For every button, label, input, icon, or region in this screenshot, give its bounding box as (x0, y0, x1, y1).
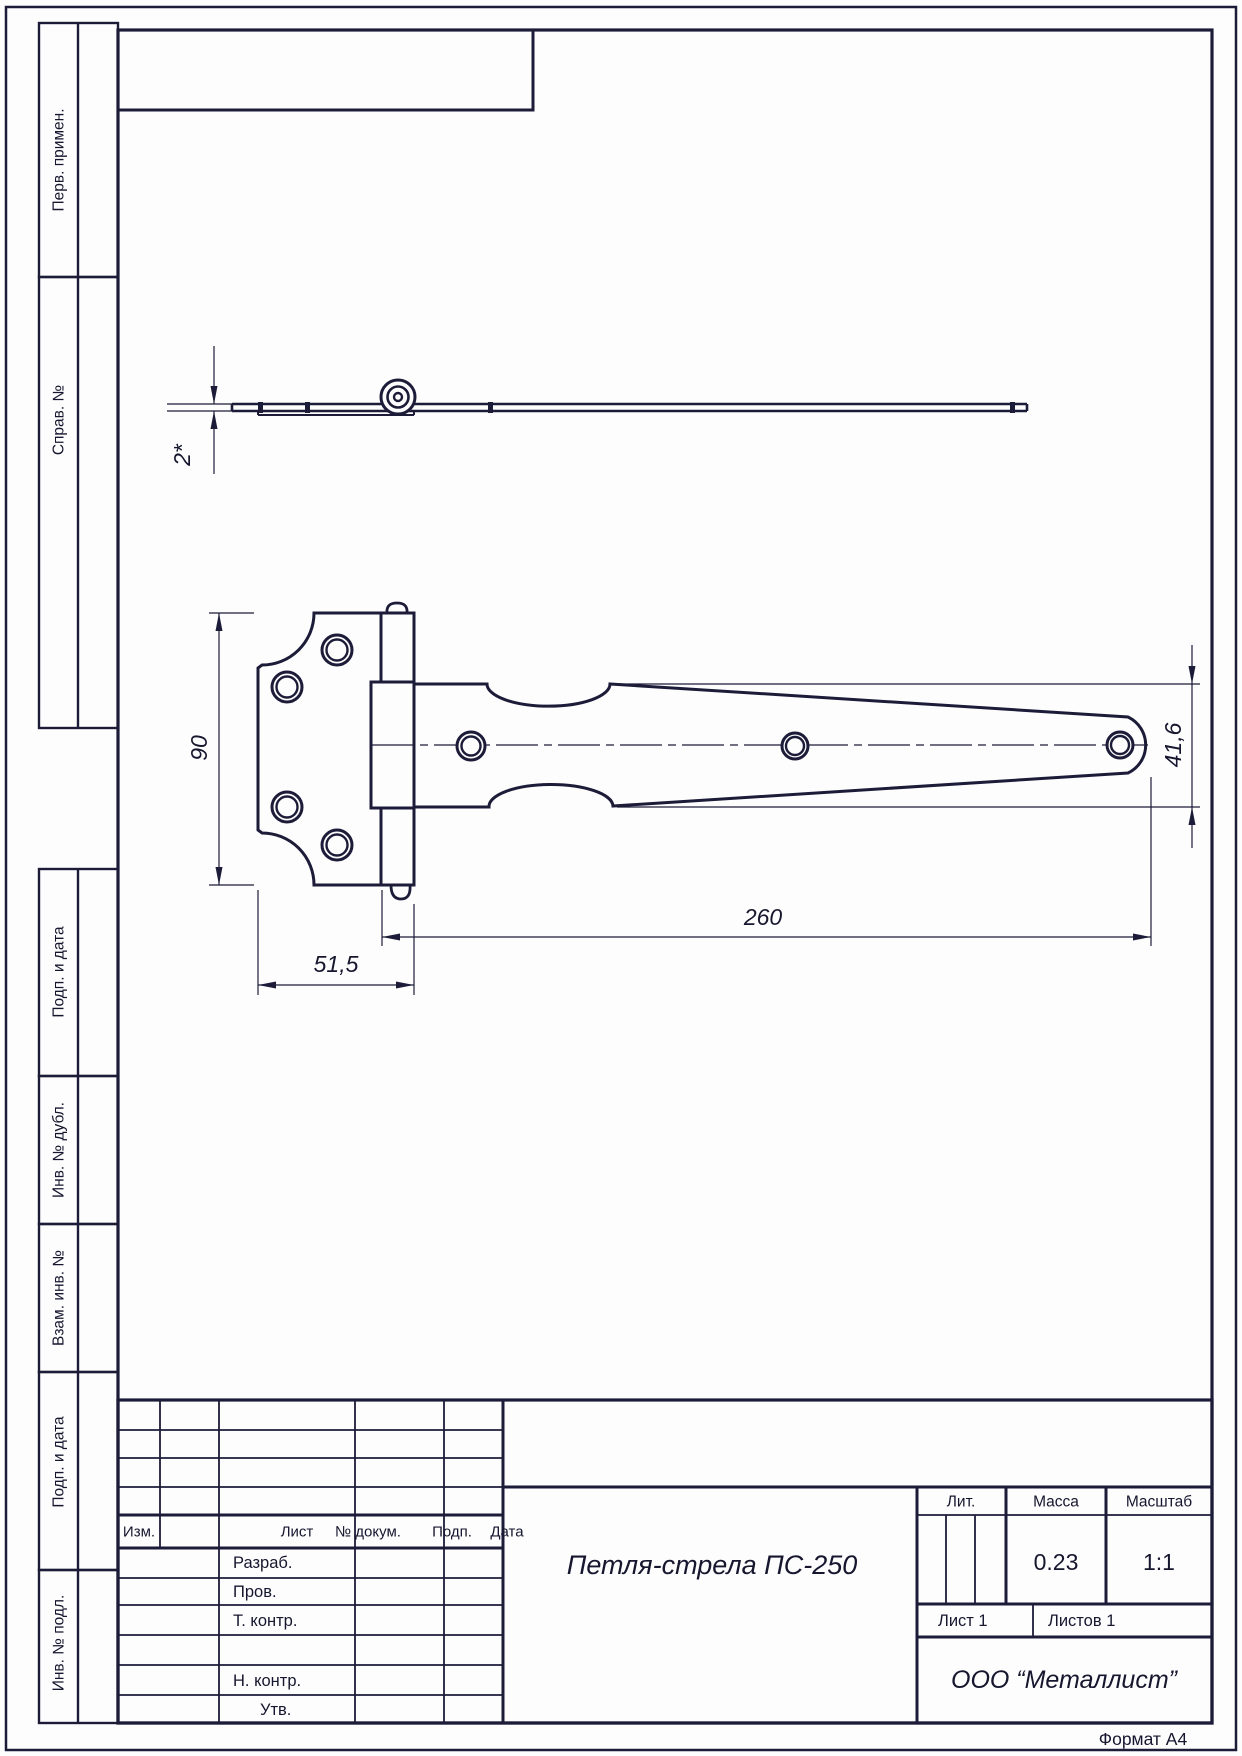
dim-plate-width: 51,5 (313, 951, 359, 977)
format-label: Формат А4 (1098, 1729, 1188, 1749)
col-no-dokum: № докум. (335, 1523, 401, 1541)
col-izm: Изм. (122, 1523, 156, 1541)
front-view (258, 603, 1148, 899)
sidebar-labels (51, 108, 68, 1691)
row-t-kontr: Т. контр. (233, 1612, 298, 1630)
knuckle-roll (381, 380, 415, 414)
top-left-extra-box (118, 30, 533, 110)
sheets-label: Листов 1 (1048, 1612, 1116, 1630)
col-data: Дата (490, 1523, 524, 1541)
side-view (232, 380, 1027, 415)
sidebar-label-inv-dubl: Инв. № дубл. (50, 1102, 68, 1198)
title-block (118, 1400, 1212, 1723)
dim-thickness: 2* (169, 444, 195, 466)
knuckle-tab-bottom (391, 885, 410, 899)
col-podp: Подп. (432, 1523, 472, 1541)
sidebar-label-inv-podl: Инв. № подл. (50, 1594, 68, 1692)
sidebar-label-podp-data-1: Подп. и дата (50, 926, 68, 1018)
row-n-kontr: Н. контр. (233, 1672, 302, 1690)
scale-label: Масштаб (1125, 1493, 1193, 1511)
sidebar-label-vzam-inv: Взам. инв. № (50, 1249, 68, 1347)
mass-value: 0.23 (1033, 1549, 1079, 1575)
title-block-right (938, 1494, 1192, 1695)
sidebar-label-podp-data-2: Подп. и дата (50, 1416, 68, 1508)
col-list: Лист (280, 1523, 314, 1541)
inner-frame (118, 30, 1212, 1723)
row-utv: Утв. (260, 1701, 292, 1719)
mass-label: Масса (1033, 1493, 1079, 1511)
company-name: ООО “Металлист” (951, 1666, 1177, 1694)
page-frame (6, 7, 1236, 1750)
row-razrab: Разраб. (233, 1554, 293, 1572)
doc-name: Петля-стрела ПС-250 (566, 1550, 858, 1580)
title-block-header (123, 1524, 524, 1541)
dim-plate-height: 90 (186, 735, 212, 761)
lit-label: Лит. (946, 1493, 976, 1511)
sidebar-label-perv-primen: Перв. примен. (50, 108, 68, 212)
plate-outline (258, 613, 381, 885)
sheet-label: Лист 1 (938, 1612, 988, 1630)
sidebar-label-sprav-no: Справ. № (50, 384, 68, 456)
page-border (6, 7, 1236, 1750)
dim-strap-length: 260 (743, 904, 783, 930)
scale-value: 1:1 (1143, 1549, 1175, 1575)
row-prov: Пров. (233, 1583, 277, 1601)
dim-strap-root-width: 41,6 (1160, 722, 1186, 768)
